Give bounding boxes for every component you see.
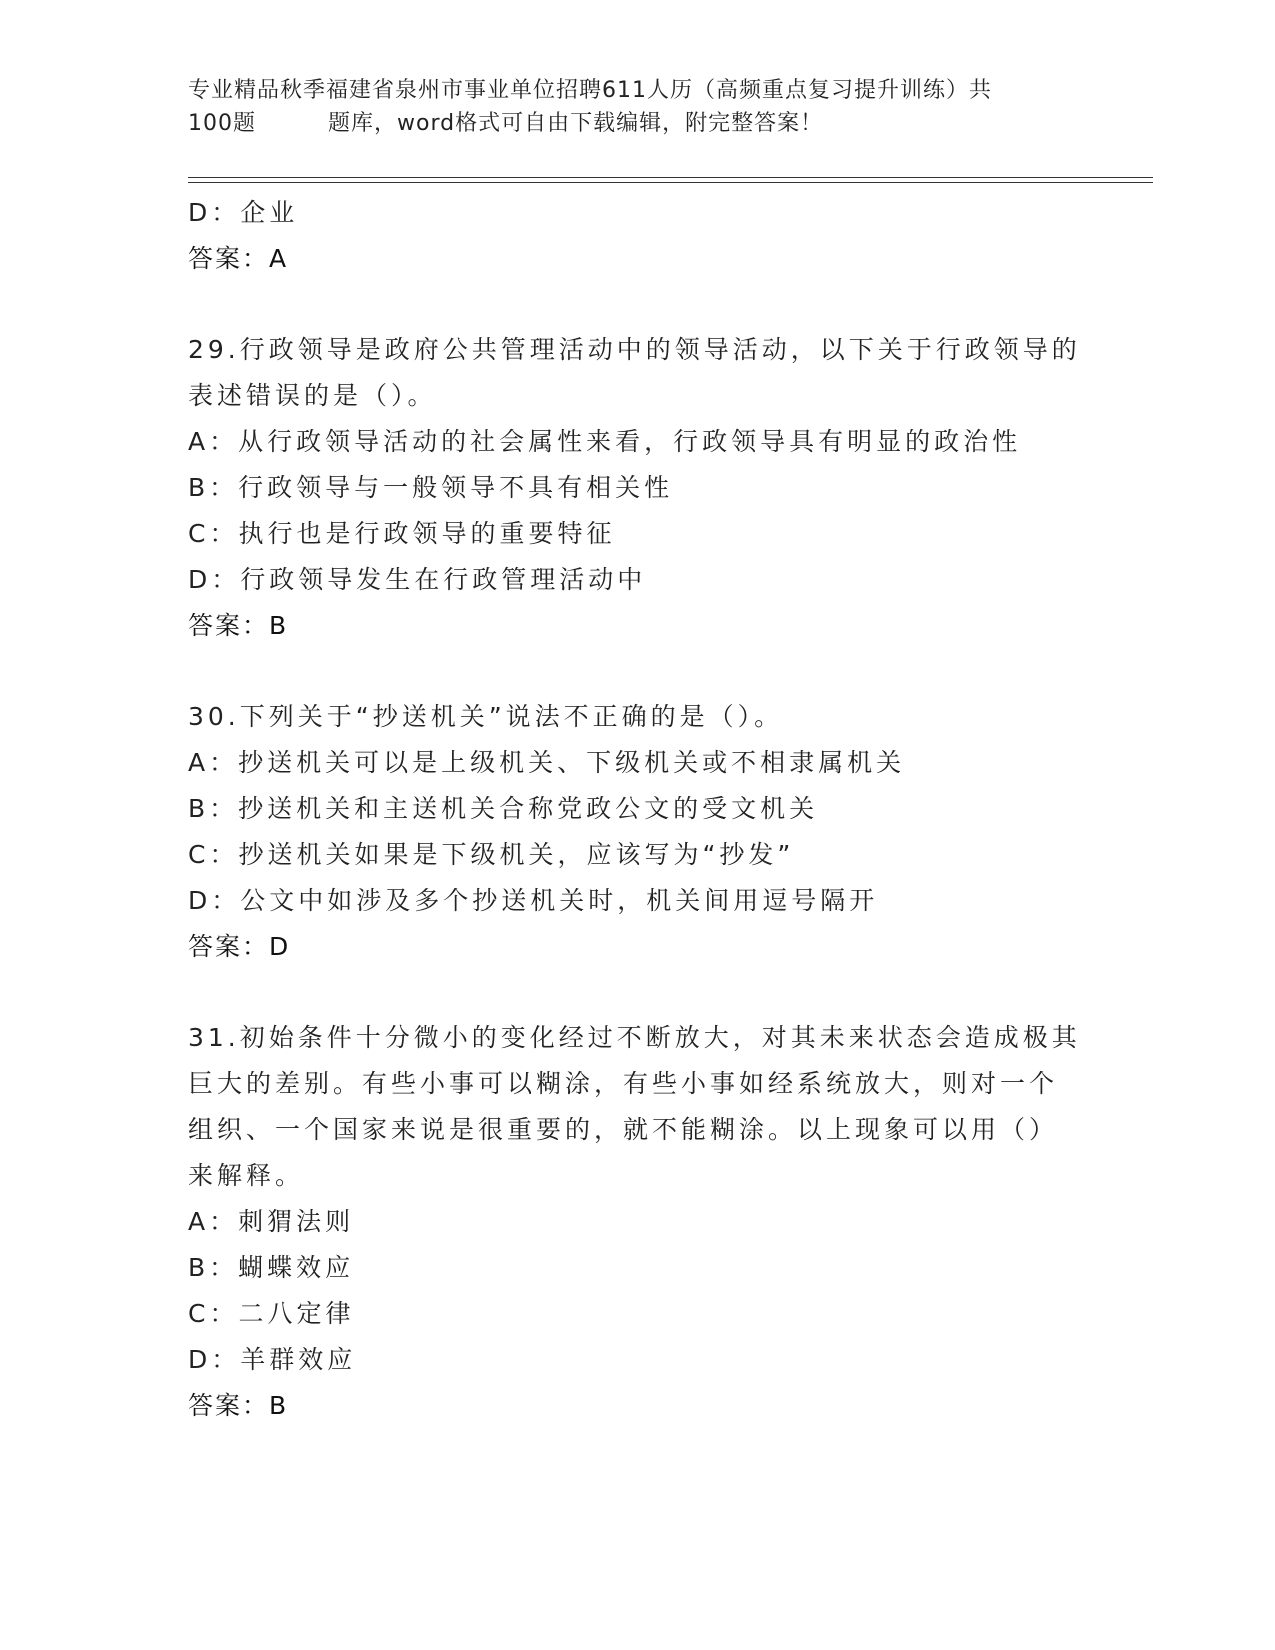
option-d: D：企业 [188, 198, 299, 227]
header-title-line-2 [188, 107, 1088, 140]
question-stem-line: 组织、一个国家来说是很重要的，就不能糊涂。以上现象可以用（） [188, 1115, 1059, 1144]
header-subtitle: 题库，word格式可自由下载编辑，附完整答案！ [328, 111, 824, 136]
answer-line: 答案：A [188, 244, 289, 273]
answer-line: 答案：B [188, 611, 289, 640]
option-d: D：公文中如涉及多个抄送机关时，机关间用逗号隔开 [188, 886, 879, 915]
option-a: A：从行政领导活动的社会属性来看，行政领导具有明显的政治性 [188, 427, 1022, 456]
option-a: A：刺猬法则 [188, 1207, 355, 1236]
header-divider-bottom [188, 182, 1153, 183]
question-stem-line: 来解释。 [188, 1161, 305, 1190]
option-b: B：抄送机关和主送机关合称党政公文的受文机关 [188, 794, 819, 823]
header-title-line-1: 专业精品秋季福建省泉州市事业单位招聘611人历（高频重点复习提升训练）共 [188, 78, 992, 103]
question-stem-line: 巨大的差别。有些小事可以糊涂，有些小事如经系统放大，则对一个 [188, 1069, 1059, 1098]
option-b: B：蝴蝶效应 [188, 1253, 355, 1282]
option-a: A：抄送机关可以是上级机关、下级机关或不相隶属机关 [188, 748, 906, 777]
question-30 [188, 694, 1088, 970]
page-header [188, 74, 1088, 140]
answer-line: 答案：D [188, 932, 291, 961]
question-stem-line: 29.行政领导是政府公共管理活动中的领导活动，以下关于行政领导的 [188, 335, 1081, 364]
option-c: C：二八定律 [188, 1299, 355, 1328]
option-c: C：抄送机关如果是下级机关，应该写为“抄发” [188, 840, 795, 869]
question-stem-line: 31.初始条件十分微小的变化经过不断放大，对其未来状态会造成极其 [188, 1023, 1081, 1052]
spacer [188, 970, 1088, 1015]
spacer [188, 282, 1088, 327]
question-29 [188, 327, 1088, 649]
question-content [188, 190, 1088, 1429]
option-d: D：羊群效应 [188, 1345, 357, 1374]
option-b: B：行政领导与一般领导不具有相关性 [188, 473, 674, 502]
option-c: C：执行也是行政领导的重要特征 [188, 519, 616, 548]
header-divider-top [188, 177, 1153, 178]
question-stem-line: 30.下列关于“抄送机关”说法不正确的是（）。 [188, 702, 784, 731]
option-d: D：行政领导发生在行政管理活动中 [188, 565, 647, 594]
question-31 [188, 1015, 1088, 1429]
header-question-count: 100题 [188, 111, 256, 136]
previous-question-tail [188, 190, 1088, 282]
question-stem-line: 表述错误的是（）。 [188, 381, 437, 410]
answer-line: 答案：B [188, 1391, 289, 1420]
spacer [188, 649, 1088, 694]
